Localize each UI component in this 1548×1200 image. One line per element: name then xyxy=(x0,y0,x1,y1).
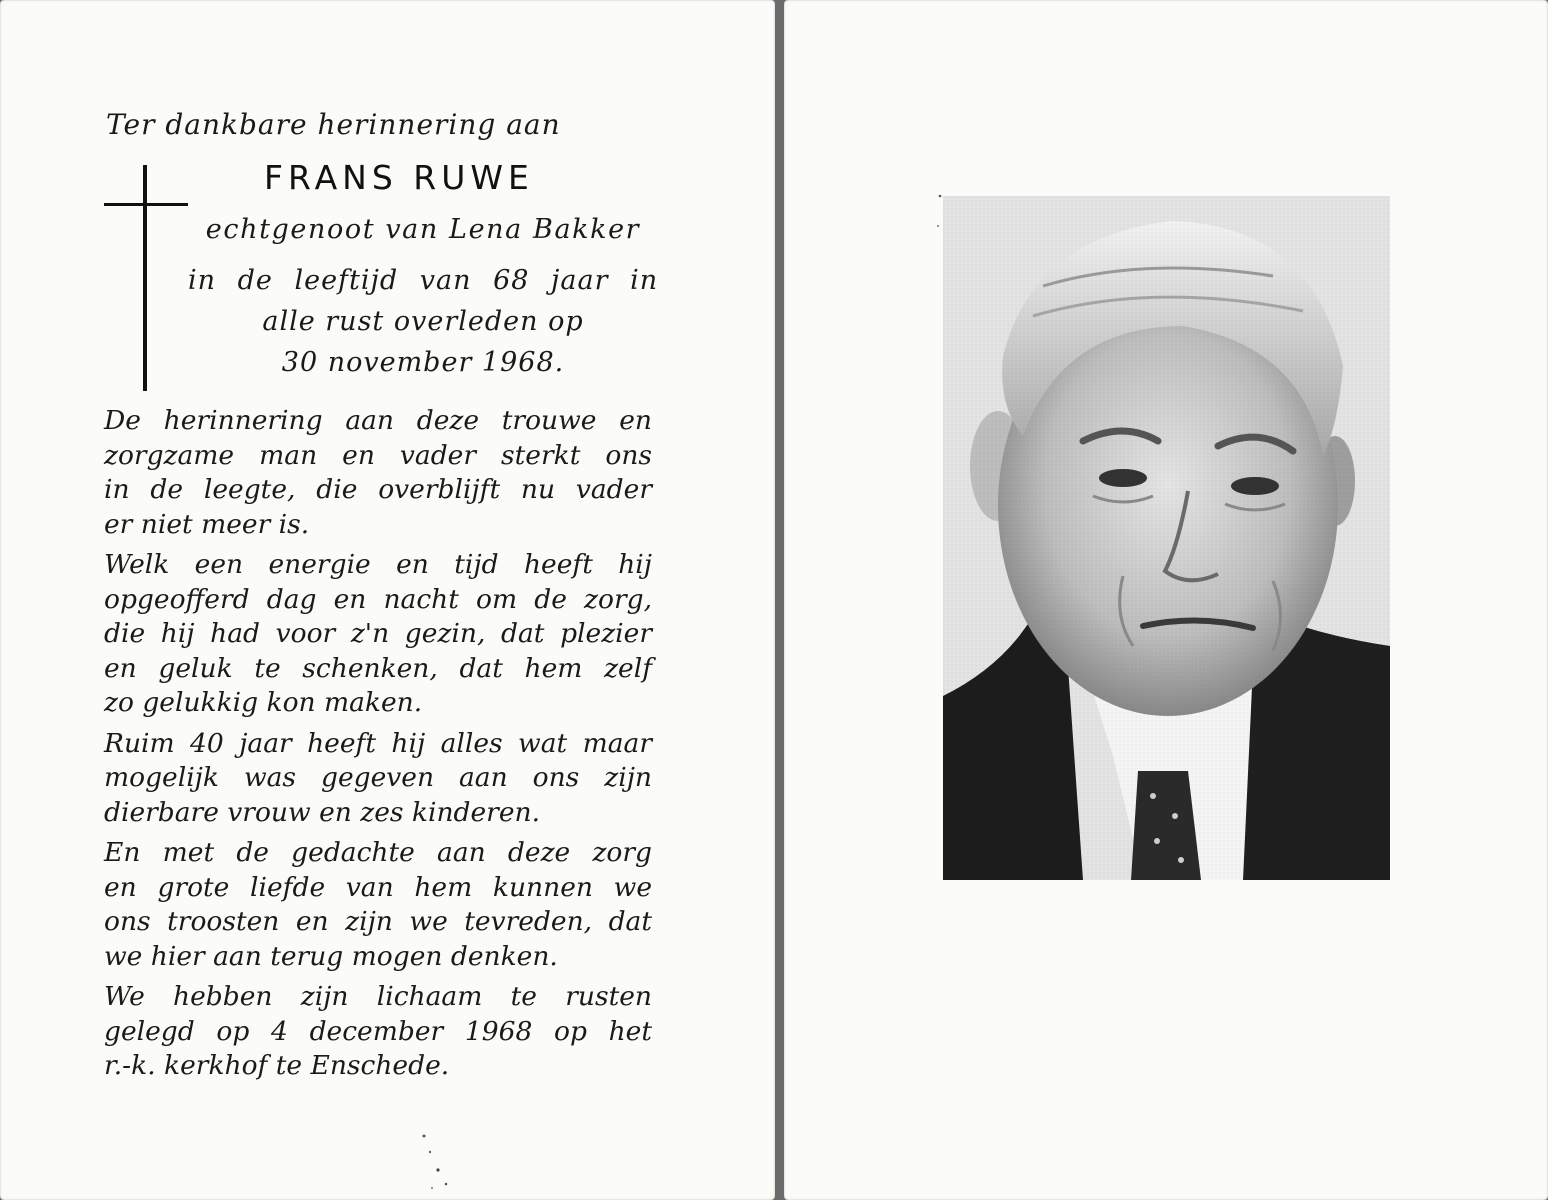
text-line: De herinnering aan deze trouwe en xyxy=(104,405,652,436)
text-line: dierbare vrouw en zes kinderen. xyxy=(104,796,541,828)
text-line: ons troosten en zijn we tevreden, dat xyxy=(104,906,652,937)
text-line: en grote liefde van hem kunnen we xyxy=(104,871,652,903)
portrait-photo xyxy=(943,196,1390,880)
text-line: zo gelukkig kon maken. xyxy=(104,687,423,718)
print-speck-decoration xyxy=(410,1130,460,1194)
text-line: zorgzame man en vader sterkt ons xyxy=(104,439,652,471)
text-line: die hij had voor z'n gezin, dat plezier xyxy=(104,618,652,649)
paragraph xyxy=(104,548,652,721)
text-line: in de leegte, die overblijft nu vader xyxy=(104,474,652,505)
text-line: r.-k. kerkhof te Enschede. xyxy=(104,1050,450,1081)
cross-icon-horizontal xyxy=(104,203,188,206)
deceased-name: FRANS RUWE xyxy=(264,158,534,197)
paragraph xyxy=(104,404,652,542)
text-line: Ruim 40 jaar heeft hij alles wat maar xyxy=(104,727,652,759)
spouse-line: echtgenoot van Lena Bakker xyxy=(205,214,641,245)
text-line: Welk een energie en tijd heeft hij xyxy=(104,549,652,580)
text-line: we hier aan terug mogen denken. xyxy=(104,940,558,972)
paragraph xyxy=(104,980,652,1084)
text-line: We hebben zijn lichaam te rusten xyxy=(104,981,652,1012)
memorial-text xyxy=(104,404,652,1090)
rest-line: alle rust overleden op xyxy=(262,306,584,337)
text-line: opgeofferd dag en nacht om de zorg, xyxy=(104,583,652,615)
cross-icon-vertical xyxy=(143,165,147,391)
intro-line: Ter dankbare herinnering aan xyxy=(106,108,561,141)
text-line: er niet meer is. xyxy=(104,508,310,540)
date-line: 30 november 1968. xyxy=(281,347,565,378)
text-line: gelegd op 4 december 1968 op het xyxy=(104,1015,652,1047)
age-line: in de leeftijd van 68 jaar in xyxy=(188,265,659,296)
portrait-illustration xyxy=(943,196,1390,880)
paragraph xyxy=(104,727,652,831)
paragraph xyxy=(104,836,652,974)
text-line: mogelijk was gegeven aan ons zijn xyxy=(104,762,652,793)
text-line: En met de gedachte aan deze zorg xyxy=(104,837,652,868)
text-line: en geluk te schenken, dat hem zelf xyxy=(104,652,652,684)
